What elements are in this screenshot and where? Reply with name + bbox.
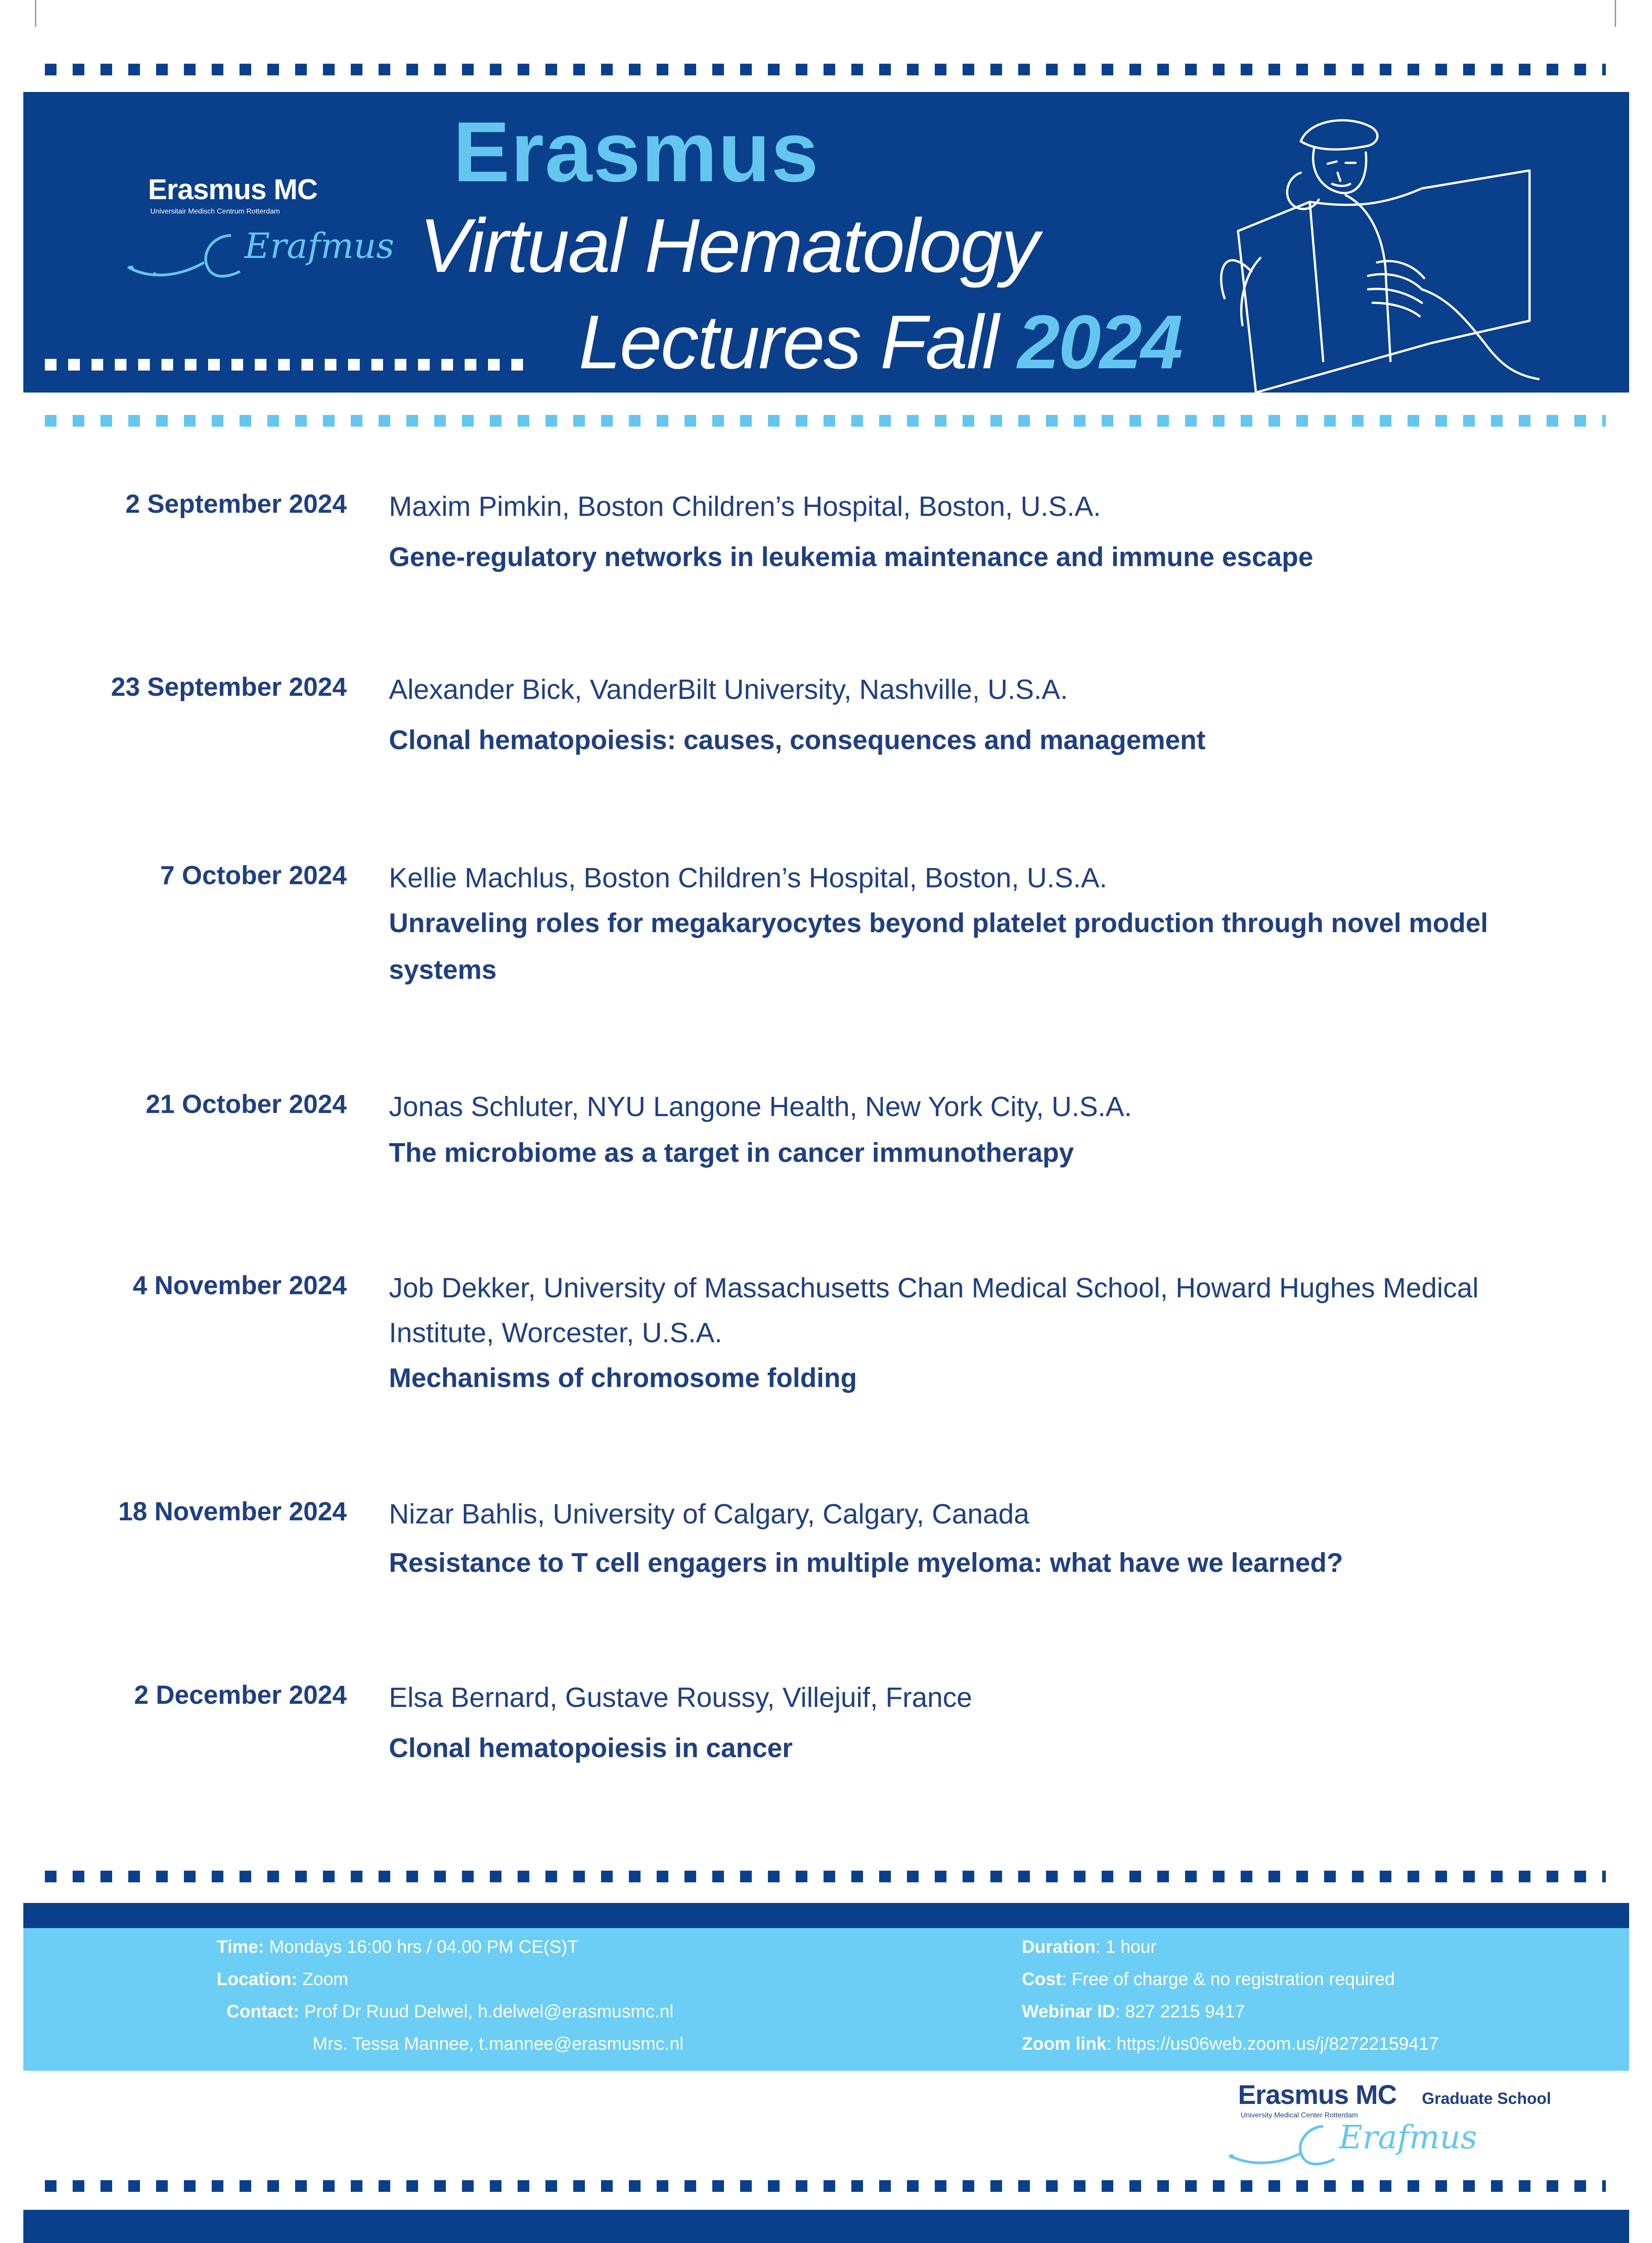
svg-text:Erafmus: Erafmus <box>1339 2118 1478 2156</box>
lecture-title: Clonal hematopoiesis in cancer <box>389 1733 793 1763</box>
info-zoom <box>1022 2034 1438 2054</box>
svg-text:Erafmus: Erafmus <box>244 226 394 266</box>
lecture-speaker: Job Dekker, University of Massachusetts Chan Medical School, Howard Hughes Medical Institute, Worcester, U.S.A. <box>389 1273 1479 1348</box>
lecture-title: Mechanisms of chromosome folding <box>389 1363 857 1393</box>
info-contact-label: Contact: <box>227 2002 300 2021</box>
footer-navy-band <box>23 1903 1629 1928</box>
title-erasmus: Erasmus <box>453 105 819 200</box>
top-dotted-stripe <box>45 64 1606 75</box>
logo-name: Erasmus MC <box>148 173 318 205</box>
info-contact-2: Mrs. Tessa Mannee, t.mannee@erasmusmc.nl <box>313 2034 684 2054</box>
info-zoom-label: Zoom link <box>1022 2034 1107 2054</box>
lecture-title: The microbiome as a target in cancer immunotherapy <box>389 1138 1074 1168</box>
lecture-title: Clonal hematopoiesis: causes, consequences and management <box>389 725 1206 755</box>
footer-top-dotted-stripe <box>45 1871 1606 1882</box>
info-webinar-value: : 827 2215 9417 <box>1115 2002 1245 2021</box>
info-location-label: Location: <box>217 1969 297 1989</box>
footer-logo-subtitle: University Medical Center Rotterdam <box>1241 2112 1358 2119</box>
title-year: 2024 <box>1017 300 1182 385</box>
bottom-navy-bar <box>23 2210 1629 2243</box>
info-webinar-label: Webinar ID <box>1022 2002 1116 2021</box>
info-time-label: Time: <box>217 1937 264 1957</box>
lecture-date: 2 December 2024 <box>134 1680 347 1710</box>
lecture-date: 18 November 2024 <box>118 1497 347 1526</box>
title-lectures-fall <box>579 298 1182 386</box>
footer-logo-name: Erasmus MC <box>1238 2080 1397 2110</box>
info-location <box>217 1969 348 1990</box>
signature-icon <box>110 218 394 285</box>
lecture-speaker: Maxim Pimkin, Boston Children’s Hospital, Boston, U.S.A. <box>389 491 1101 522</box>
graduate-school-label: Graduate School <box>1422 2089 1552 2108</box>
info-time-value: Mondays 16:00 hrs / 04.00 PM CE(S)T <box>269 1937 579 1957</box>
lecture-date: 23 September 2024 <box>111 672 347 702</box>
info-duration <box>1022 1937 1156 1957</box>
erasmus-illustration-icon <box>1198 110 1556 397</box>
crop-mark-top-right <box>1615 0 1616 27</box>
header-logo <box>146 173 394 280</box>
lecture-date: 21 October 2024 <box>145 1090 347 1119</box>
info-zoom-value[interactable]: : https://us06web.zoom.us/j/82722159417 <box>1106 2034 1439 2054</box>
info-duration-value: : 1 hour <box>1095 1937 1157 1957</box>
footer-signature-icon <box>1211 2111 1478 2169</box>
lecture-date: 2 September 2024 <box>125 489 347 519</box>
footer-logo <box>1238 2079 1597 2169</box>
lecture-speaker: Alexander Bick, VanderBilt University, Nashville, U.S.A. <box>389 674 1068 705</box>
header-bottom-dotted-stripe <box>45 415 1606 427</box>
lecture-speaker: Jonas Schluter, NYU Langone Health, New York City, U.S.A. <box>389 1091 1132 1122</box>
lecture-speaker: Elsa Bernard, Gustave Roussy, Villejuif, France <box>389 1682 972 1713</box>
logo-subtitle: Universitair Medisch Centrum Rotterdam <box>150 208 280 215</box>
lecture-speaker: Nizar Bahlis, University of Calgary, Calgary, Canada <box>389 1499 1029 1530</box>
info-time <box>217 1937 578 1957</box>
info-contact-1: Prof Dr Ruud Delwel, h.delwel@erasmusmc.nl <box>304 2002 674 2021</box>
info-cost-label: Cost <box>1022 1969 1062 1989</box>
info-location-value: Zoom <box>302 1969 349 1989</box>
lecture-title: Resistance to T cell engagers in multiple myeloma: what have we learned? <box>389 1548 1343 1578</box>
lecture-title: Gene-regulatory networks in leukemia maintenance and immune escape <box>389 542 1313 572</box>
info-contact-second <box>313 2034 684 2054</box>
lecture-date: 7 October 2024 <box>160 861 347 890</box>
header-inner-dots <box>45 359 529 371</box>
lecture-date: 4 November 2024 <box>132 1271 347 1300</box>
info-cost <box>1022 1969 1395 1990</box>
info-duration-label: Duration <box>1022 1937 1096 1957</box>
title-virtual-hematology: Virtual Hematology <box>419 203 1038 288</box>
lecture-speaker: Kellie Machlus, Boston Children’s Hospital, Boston, U.S.A. <box>389 863 1107 894</box>
title-lectures-text: Lectures Fall <box>579 300 998 385</box>
info-webinar <box>1022 2002 1245 2022</box>
bottom-dotted-stripe <box>45 2180 1606 2192</box>
lecture-title: Unraveling roles for megakaryocytes beyond platelet production through novel model systems <box>389 908 1488 985</box>
info-contact <box>227 2002 673 2022</box>
info-cost-value: : Free of charge & no registration required <box>1061 1969 1395 1989</box>
crop-mark-top-left <box>35 0 36 27</box>
